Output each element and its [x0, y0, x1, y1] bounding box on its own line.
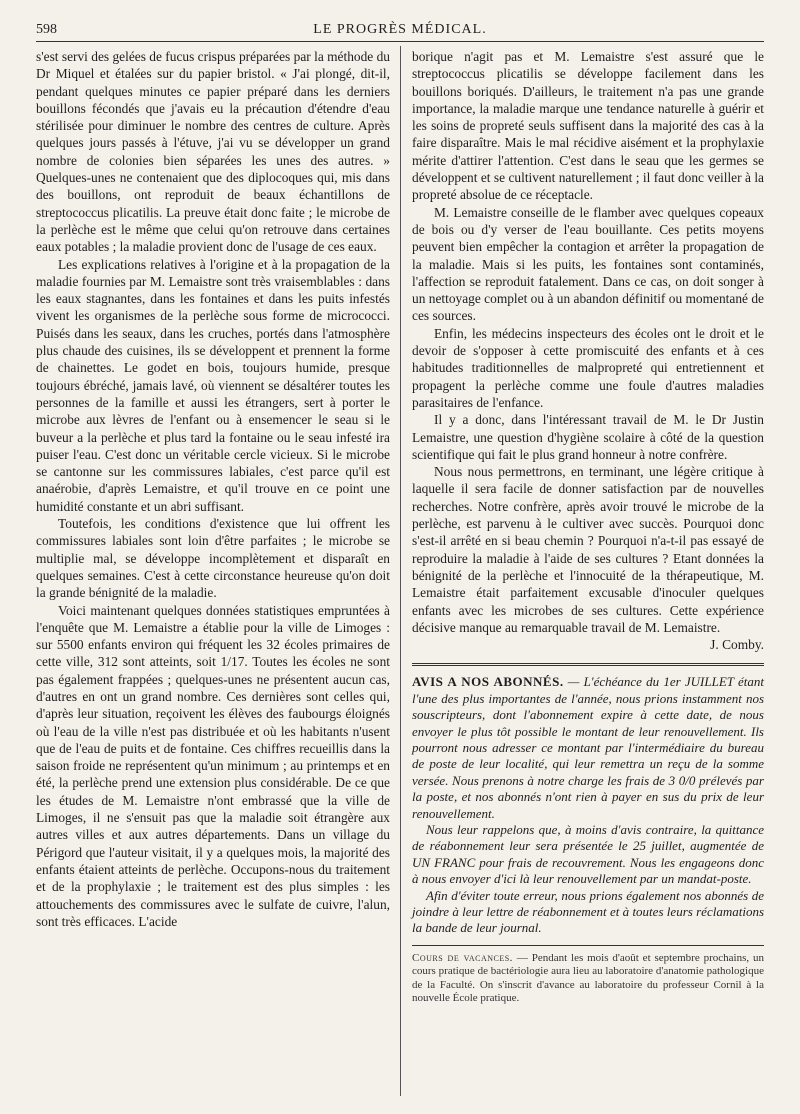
vacances-notice — [412, 952, 764, 1006]
vacances-rule — [412, 945, 764, 946]
left-column — [36, 48, 390, 930]
left-paragraph-2: Les explications relatives à l'origine et à la propagation de la maladie fournies par M. Lemaistre sont très vraisemblables : dans les eaux stagnantes, dans les fontaines et dans les puits infestés vivent les organismes de la perlèche sous forme de micrococci. Puisés dans les seaux, dans les cruches, portés dans l'atmosphère plus chaude des cuisines, ils se développent et prennent la forme de chainettes. Le godet en bois, toujours humide, presque toujours ébréché, jamais lavé, où viennent se désaltérer toutes les personnes de la famille et aussi les étrangers, sert à porter le microbe aux lèvres de l'enfant ou à ensemencer le seau si le buveur a la perlèche et plus tard la fontaine ou le seau infesté ira puiser l'eau. C'est donc un véritable cercle vicieux. Si le microbe se cantonne sur les commissures labiales, c'est parce qu'il est anaérobie, d'après Lemaistre, et qu'il trouve en ce point une humidité constante et un abri suffisant. — [36, 256, 390, 514]
right-paragraph-1: borique n'agit pas et M. Lemaistre s'est assuré que le streptococcus plicatilis se développe facilement dans les bouillons boriqués. D'ailleurs, le traitement n'a pas une grande importance, la maladie marque une tendance naturelle à guérir et les soins de propreté seuls suffisent dans la majorité des cas à la faire disparaître. Mais le mal récidive aisément et la prophylaxie mérite d'attirer l'attention. C'est dans le seau que les germes se développent et se cultivent naturellement ; il faut donc veiller à la propreté absolue de ce réceptacle. — [412, 49, 764, 203]
journal-title: LE PROGRÈS MÉDICAL. — [313, 22, 487, 37]
right-paragraph-5: Nous nous permettrons, en terminant, une légère critique à laquelle il sera facile de donner satisfaction par de nouvelles recherches. Notre confrère, après avoir trouvé le microbe de la perlèche, est parvenu à le cultiver avec succès. Pourquoi donc s'est-il arrêté en si beau chemin ? Pourquoi n'a-t-il pas essayé de reproduire la maladie à l'aide de ses cultures ? Etant données la bénignité de la perlèche et l'innocuité de la thérapeutique, M. Lemaistre était parfaitement excusable d'inoculer quelques enfants avec les microbes de ses cultures. Cette expérience décisive manque au remarquable travail de M. Lemaistre. — [412, 464, 764, 635]
right-paragraph-4: Il y a donc, dans l'intéressant travail de M. le Dr Justin Lemaistre, une question d'hygiène scolaire à côté de la question scientifique qui fait le plus grand honneur à notre confrère. — [412, 412, 764, 462]
left-paragraph-4: Voici maintenant quelques données statistiques empruntées à l'enquête que M. Lemaistre a établie pour la ville de Limoges : sur 5500 enfants environ qui fréquent les 32 écoles primaires de cette ville, 312 sont atteints, soit 1/17. Toutes les écoles ne sont pas également frappées ; quelques-unes ne présentent aucun cas, d'autres en ont un grand nombre. Ces dernières sont celles qui, d'après leur situation, reçoivent les élèves des faubourgs éloignés où l'eau de la ville n'est pas distribuée et où les habitants n'usent que de l'eau de puits et de fontaine. Ces chiffres recueillis dans la saison froide ne représentent qu'un minimum ; au printemps et en été, la perlèche prend une extension plus considérable. De ce que les études de M. Lemaistre n'ont embrassé que la ville de Limoges, il ne s'ensuit pas que la maladie soit étrangère aux autres villes et aux autres départements. Dans un village du Périgord que l'auteur visitait, il y a quelques mois, la majorité des enfants étaient atteints de perlèche. Occupons-nous du traitement et de la prophylaxie ; le traitement est des plus simples : les attouchements des commissures avec le sulfate de cuivre, l'alun, sont très efficaces. L'acide — [36, 602, 390, 929]
vacances-label: Cours de vacances. — [412, 951, 513, 964]
page-number: 598 — [36, 22, 57, 37]
left-paragraph-1: s'est servi des gelées de fucus crispus préparées par la méthode du Dr Miquel et étalées sur du papier bristol. « J'ai plongé, dit-il, pendant quelques minutes ce papier préparé dans les derniers bouillons fécondés que j'avais eu la précaution d'étendre d'eau stérilisée pour diminuer le nombre des centres de culture. Après quelques jours passés à l'étuve, j'ai vu se développer un grand nombre de colonies bien séparées les unes des autres. » Quelques-unes ne contenaient que des diplocoques qui, mis dans des bouillons, ont reproduit de beaux échantillons de streptococcus plicatilis. La preuve était donc faite ; le microbe de la perlèche est le même que celui qu'on retrouve dans certaines eaux potables ; la maladie provient donc de l'usage de ces eaux. — [36, 49, 390, 255]
header-rule — [36, 41, 764, 42]
subscriber-notice — [412, 674, 764, 937]
article-signature: J. Comby. — [710, 637, 764, 653]
notice-lead — [412, 674, 764, 822]
notice-paragraph-2: Nous leur rappelons que, à moins d'avis contraire, la quittance de réabonnement leur sera présentée le 25 juillet, augmentée de UN FRANC pour frais de recouvrement. Nous les engageons donc à nous envoyer d'ici là leur renouvellement par un mandat-poste. — [412, 822, 764, 887]
notice-rule — [412, 663, 764, 666]
vacances-text: — Pendant les mois d'août et septembre prochains, un cours pratique de bactériologie aura lieu au laboratoire d'anatomie pathologique de la Faculté. On s'inscrit d'avance au laboratoire du professeur Cornil à la nouvelle École pratique. — [412, 951, 764, 1005]
column-divider — [400, 46, 401, 1096]
left-paragraph-3: Toutefois, les conditions d'existence que lui offrent les commissures labiales sont loin d'être parfaites ; le microbe se multiplie mal, se développe incomplètement et disparaît en quelques semaines. C'est à cette circonstance heureuse qu'on doit la grande bénignité de la maladie. — [36, 516, 390, 601]
notice-lead-text: — L'échéance du 1er JUILLET étant l'une des plus importantes de l'année, nous prions instamment nos souscripteurs, dont l'abonnement expire à cette date, de nous envoyer le plus tôt possible le montant de leur renouvellement. Ils pourront nous adresser ce montant par l'intermédiaire du bureau de poste de leur localité, qui leur remettra un reçu de la somme versée. Nous prenons à notre charge les frais de 3 0/0 prélevés par la poste, et nos abonnés n'ont rien à payer en sus du prix de leur renouvellement. — [412, 674, 764, 821]
notice-title: AVIS A NOS ABONNÉS. — [412, 674, 564, 690]
notice-paragraph-3: Afin d'éviter toute erreur, nous prions également nos abonnés de joindre à leur lettre de réabonnement et à toutes leurs réclamations la bande de leur journal. — [412, 887, 764, 936]
right-column — [412, 48, 764, 1006]
right-paragraph-2: M. Lemaistre conseille de le flamber avec quelques copeaux de bois ou d'y verser de l'eau bouillante. Ces petits moyens peuvent bien empêcher la contagion et arrêter la propagation de la maladie. Mais si les puits, les fontaines sont contaminés, l'affection se reproduit fatalement. Dans ce cas, on doit songer à un nettoyage complet ou à un abandon définitif ou momentané de ces sources. — [412, 204, 764, 324]
right-paragraph-3: Enfin, les médecins inspecteurs des écoles ont le droit et le devoir de s'opposer à cette promiscuité des enfants et à ces habitudes traditionnelles de malpropreté qui entretiennent et propagent la perlèche comme une foule d'autres maladies parasitaires de l'enfance. — [412, 325, 764, 410]
page-header — [36, 22, 764, 42]
